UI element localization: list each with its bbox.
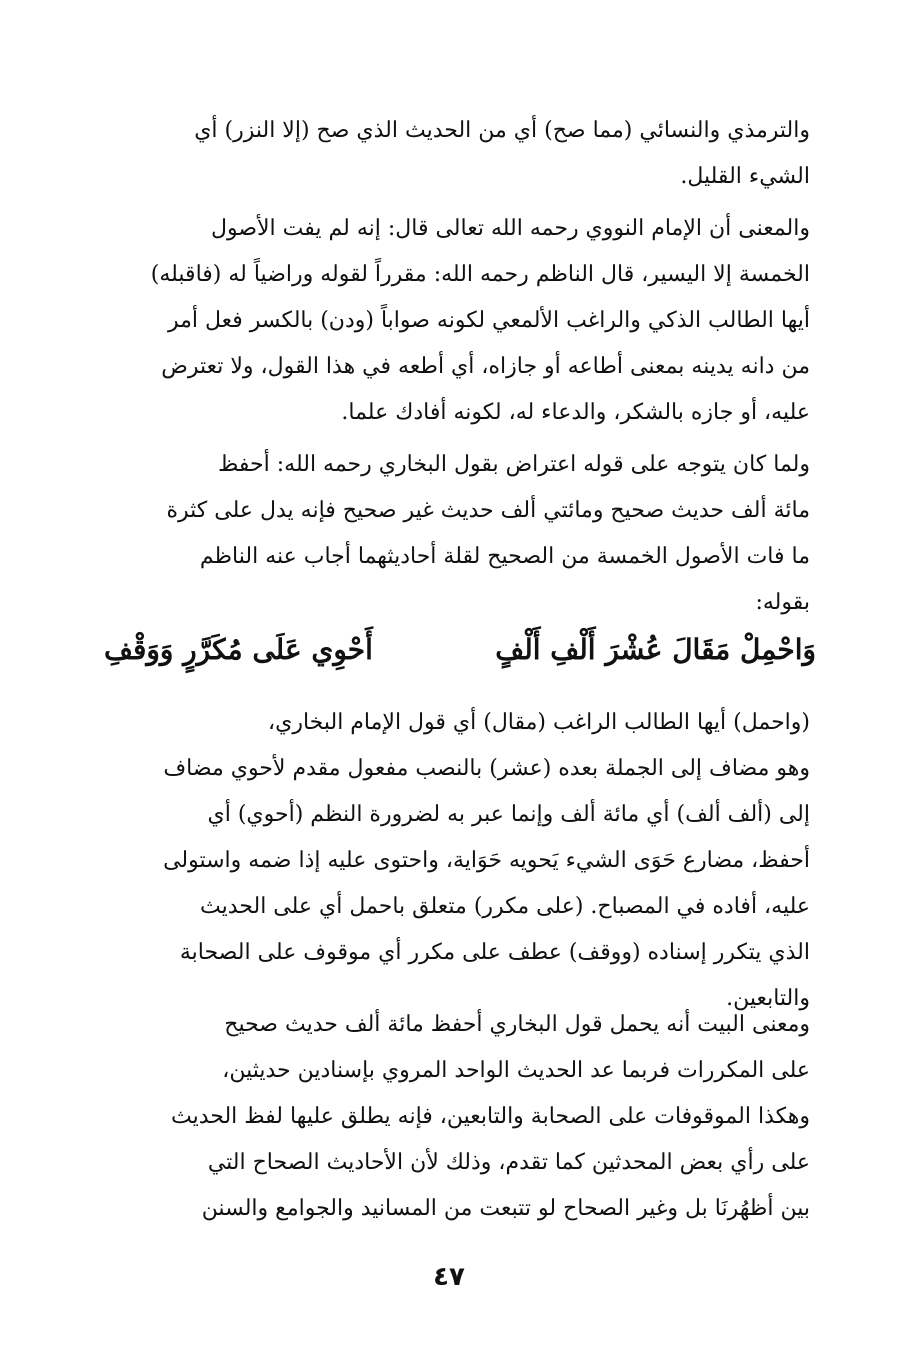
text-line: والمعنى أن الإمام النووي رحمه الله تعالى قال: إنه لم يفت الأصول bbox=[210, 216, 810, 241]
text-line: إلى (ألف ألف) أي مائة ألف وإنما عبر به لضرورة النظم (أحوي) أي bbox=[207, 802, 810, 827]
text-line: الذي يتكرر إسناده (ووقف) عطف على مكرر أي موقوف على الصحابة bbox=[179, 940, 810, 965]
text-line: عليه، أو جازه بالشكر، والدعاء له، لكونه أفادك علما. bbox=[341, 400, 810, 425]
text-line: (واحمل) أيها الطالب الراغب (مقال) أي قول الإمام البخاري، bbox=[268, 710, 810, 735]
text-line: ومعنى البيت أنه يحمل قول البخاري أحفظ مائة ألف حديث صحيح bbox=[224, 1012, 810, 1037]
text-line: عليه، أفاده في المصباح. (على مكرر) متعلق باحمل أي على الحديث bbox=[200, 894, 810, 919]
poem-second-hemistich: أَحْوِي عَلَى مُكَرَّرٍ وَوَقْفِ bbox=[104, 633, 373, 666]
text-line: وهكذا الموقوفات على الصحابة والتابعين، فإنه يطلق عليها لفظ الحديث bbox=[171, 1104, 810, 1129]
text-line: على رأي بعض المحدثين كما تقدم، وذلك لأن الأحاديث الصحاح التي bbox=[207, 1150, 810, 1175]
text-line: من دانه يدينه بمعنى أطاعه أو جازاه، أي أطعه في هذا القول، ولا تعترض bbox=[161, 354, 810, 379]
paragraph-2 bbox=[112, 206, 810, 436]
text-line: وهو مضاف إلى الجملة بعده (عشر) بالنصب مفعول مقدم لأحوي مضاف bbox=[163, 756, 810, 781]
text-line: والتابعين. bbox=[726, 986, 810, 1011]
text-line: بين أظهُرنَا بل وغير الصحاح لو تتبعت من المسانيد والجوامع والسنن bbox=[201, 1196, 810, 1221]
page-number: ٤٧ bbox=[433, 1262, 465, 1292]
paragraph-4 bbox=[112, 700, 810, 1022]
text-line: ما فات الأصول الخمسة من الصحيح لقلة أحاديثهما أجاب عنه الناظم bbox=[199, 544, 810, 569]
paragraph-1 bbox=[112, 108, 810, 200]
text-line: الشيء القليل. bbox=[680, 164, 810, 189]
paragraph-3 bbox=[112, 442, 810, 626]
text-line: أحفظ، مضارع حَوَى الشيء يَحويه حَوَاية، واحتوى عليه إذا ضمه واستولى bbox=[163, 848, 810, 873]
text-line: مائة ألف حديث صحيح ومائتي ألف حديث غير صحيح فإنه يدل على كثرة bbox=[166, 498, 810, 523]
text-line: على المكررات فربما عد الحديث الواحد المروي بإسنادين حديثين، bbox=[222, 1058, 810, 1083]
poem-first-hemistich: وَاحْمِلْ مَقَالَ عُشْرَ أَلْفِ أَلْفٍ bbox=[495, 633, 816, 666]
paragraph-5 bbox=[112, 1002, 810, 1232]
text-line: بقوله: bbox=[755, 590, 810, 615]
text-line: ولما كان يتوجه على قوله اعتراض بقول البخاري رحمه الله: أحفظ bbox=[218, 452, 810, 477]
poem-verse bbox=[104, 622, 816, 678]
text-line: والترمذي والنسائي (مما صح) أي من الحديث الذي صح (إلا النزر) أي bbox=[194, 118, 810, 143]
text-line: أيها الطالب الذكي والراغب الألمعي لكونه صواباً (ودن) بالكسر فعل أمر bbox=[167, 308, 810, 333]
text-line: الخمسة إلا اليسير، قال الناظم رحمه الله: مقرراً لقوله وراضياً له (فاقبله) bbox=[150, 262, 810, 287]
